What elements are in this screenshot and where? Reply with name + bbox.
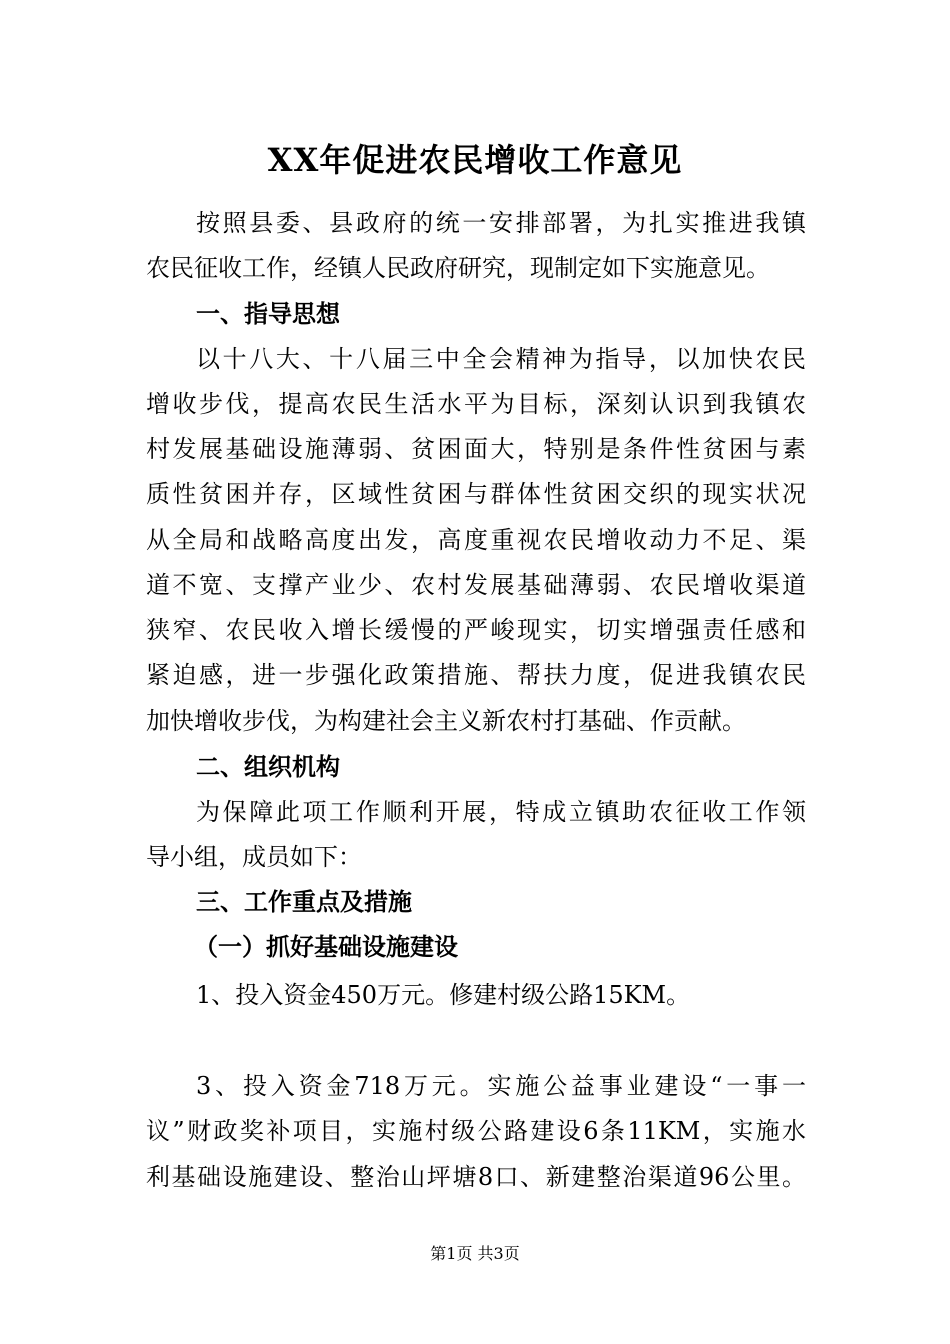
- section-1-line-9: 加快增收步伐，为构建社会主义新农村打基础、作贡献。: [146, 707, 746, 735]
- section-3-item-1: 1、投入资金450万元。修建村级公路15KM。: [196, 981, 691, 1009]
- section-1-line-4: 质性贫困并存，区域性贫困与群体性贫困交织的现实状况: [146, 480, 806, 508]
- section-1-heading: 一、指导思想: [196, 300, 340, 328]
- section-2-line-2: 导小组，成员如下：: [146, 843, 362, 871]
- intro-line-1: 按照县委、县政府的统一安排部署，为扎实推进我镇: [196, 209, 806, 237]
- page-footer: 第1页 共3页: [430, 1244, 520, 1263]
- section-3-item-3-line-1: 3、投入资金718万元。实施公益事业建设“一事一: [196, 1072, 806, 1100]
- document-title: XX年促进农民增收工作意见: [267, 141, 683, 179]
- section-1-line-2: 增收步伐，提高农民生活水平为目标，深刻认识到我镇农: [146, 390, 806, 418]
- intro-line-2: 农民征收工作，经镇人民政府研究，现制定如下实施意见。: [146, 254, 770, 282]
- section-1-line-3: 村发展基础设施薄弱、贫困面大，特别是条件性贫困与素: [146, 435, 806, 463]
- section-3-subheading: （一）抓好基础设施建设: [194, 933, 458, 961]
- section-1-line-5: 从全局和战略高度出发，高度重视农民增收动力不足、渠: [146, 526, 806, 554]
- section-2-heading: 二、组织机构: [196, 753, 340, 781]
- section-1-line-1: 以十八大、十八届三中全会精神为指导，以加快农民: [196, 345, 806, 373]
- section-3-item-3-line-3: 利基础设施建设、整治山坪塘8口、新建整治渠道96公里。: [146, 1163, 806, 1191]
- section-1-line-6: 道不宽、支撑产业少、农村发展基础薄弱、农民增收渠道: [146, 571, 806, 599]
- section-1-line-8: 紧迫感，进一步强化政策措施、帮扶力度，促进我镇农民: [146, 661, 806, 689]
- section-3-heading: 三、工作重点及措施: [196, 888, 412, 916]
- section-1-line-7: 狭窄、农民收入增长缓慢的严峻现实，切实增强责任感和: [146, 616, 806, 644]
- section-2-line-1: 为保障此项工作顺利开展，特成立镇助农征收工作领: [196, 798, 806, 826]
- section-3-item-3-line-2: 议”财政奖补项目，实施村级公路建设6条11KM，实施水: [146, 1117, 806, 1145]
